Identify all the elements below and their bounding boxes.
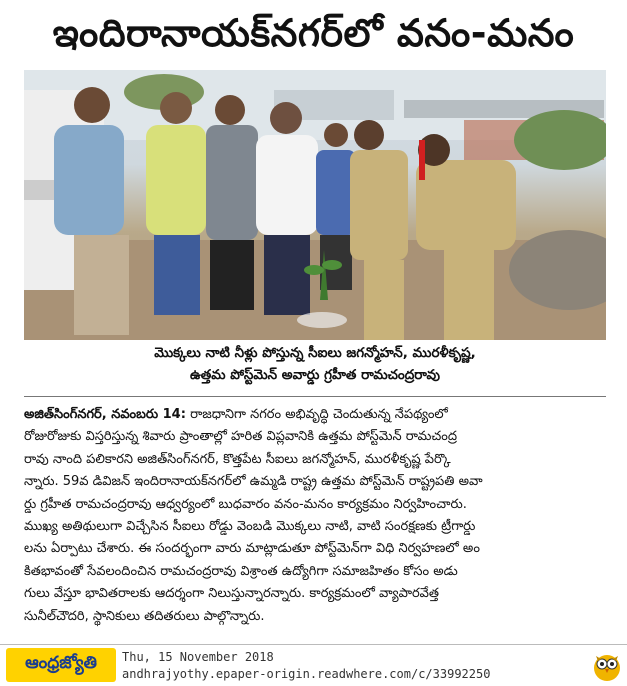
dateline: అజిత్‌సింగ్‌నగర్‌, నవంబరు 14: — [24, 407, 186, 422]
caption-line-2: ఉత్తమ పోస్ట్‌మెన్‌ అవార్డు గ్రహీత రామచంద్రరావు — [189, 367, 440, 383]
owl-icon — [592, 650, 622, 682]
footer-meta — [122, 649, 562, 683]
photo-caption — [24, 342, 606, 390]
article-text: రాజధానిగా నగరం అభివృద్ధి చెందుతున్న నేపథ్యంలో — [185, 407, 448, 422]
article-line: గులు వేస్తూ భావితరాలకు ఆదర్శంగా నిలుస్తున్నారన్నారు. కార్యక్రమంలో వ్యాపారవేత్త — [24, 586, 440, 602]
article-body — [24, 404, 606, 640]
article-line — [24, 404, 606, 426]
headline: ఇందిరానాయక్‌నగర్‌లో వనం-మనం — [52, 11, 575, 55]
article-line: ముఖ్య అతిథులుగా విచ్చేసిన సీఐలు రోడ్డు వెంబడి మొక్కలు నాటి, వాటి సంరక్షణకు ట్రీగార్డు — [24, 518, 476, 534]
footer — [0, 644, 627, 686]
news-photo — [24, 70, 606, 340]
publication-date: Thu, 15 November 2018 — [122, 650, 274, 664]
article-line: సునీల్‌చౌదరి, స్థానికులు తదితరులు పాల్గొన్నారు. — [24, 608, 265, 624]
article-line: ర్డు గ్రహీత రామచంద్రరావు ఆధ్వర్యంలో బుధవారం వనం-మనం కార్యక్రమం నిర్వహించారు. — [24, 496, 467, 512]
caption-line-1: మొక్కలు నాటి నీళ్లు పోస్తున్న సీఐలు జగన్మోహన్‌, మురళీకృష్ణ, — [154, 345, 476, 361]
article-line: కితభావంతో సేవలందించిన రామచంద్రరావు విశ్రాంత ఉద్యోగిగా సమాజహితం కోసం అడు — [24, 563, 458, 579]
article-line: న్నారు. 59వ డివిజన్‌ ఇందిరానాయక్‌నగర్‌లో ఉమ్మడి రాష్ట్ర ఉత్తమ పోస్ట్‌మెన్‌ రాష్ట్రపతి అవా — [24, 474, 483, 490]
article-line: లను ఏర్పాటు చేశారు. ఈ సందర్భంగా వారు మాట్లాడుతూ పోస్ట్‌మెన్‌గా విధి నిర్వహణలో అం — [24, 541, 480, 557]
article-line: రావు నాంది పలికారని అజిత్‌సింగ్‌నగర్‌, కొత్తపేట సీఐలు జగన్మోహన్‌, మురళీకృష్ణ పేర్కొ — [24, 451, 451, 467]
newspaper-logo[interactable]: ఆంధ్రజ్యోతి — [6, 648, 116, 682]
source-url[interactable]: andhrajyothy.epaper-origin.readwhere.com/c/33992250 — [122, 667, 491, 681]
divider — [24, 396, 606, 397]
article-line: రోజురోజుకు విస్తరిస్తున్న శివారు ప్రాంతాల్లో హరిత విప్లవానికి ఉత్తమ పోస్ట్‌మెన్‌ రామచంద్ర — [24, 429, 457, 445]
